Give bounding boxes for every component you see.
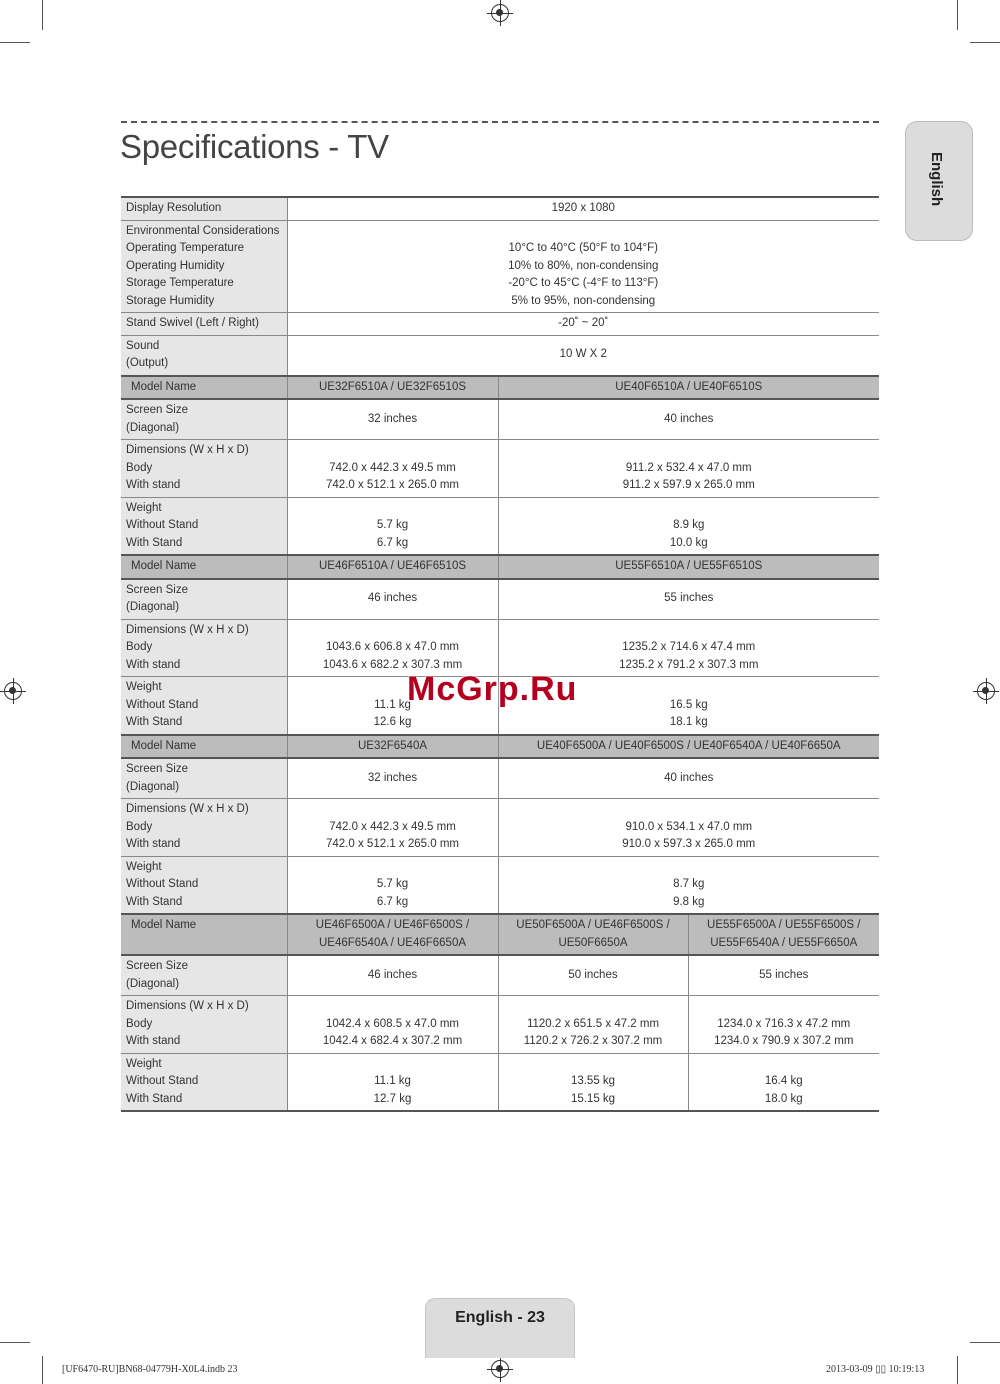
row-value: -20˚ ~ 20˚ bbox=[287, 313, 879, 336]
row-value: 10 W X 2 bbox=[287, 335, 879, 376]
registration-mark-icon bbox=[491, 1360, 509, 1378]
dimensions-value: 1120.2 x 651.5 x 47.2 mm 1120.2 x 726.2 x 307.2 mm bbox=[498, 996, 688, 1054]
model-name-row bbox=[121, 555, 879, 579]
page-number: English - 23 bbox=[455, 1309, 545, 1326]
crop-mark bbox=[957, 1356, 958, 1384]
spec-row-sound bbox=[121, 335, 879, 376]
row-label: Model Name bbox=[121, 376, 287, 400]
row-label: Environmental Considerations Operating Temperature Operating Humidity Storage Temperature Storage Humidity bbox=[121, 220, 287, 313]
row-label: Screen Size (Diagonal) bbox=[121, 579, 287, 620]
screen-size-value: 55 inches bbox=[688, 955, 879, 996]
weight-row bbox=[121, 497, 879, 555]
spec-row-environment bbox=[121, 220, 879, 313]
weight-value: 11.1 kg 12.6 kg bbox=[287, 677, 498, 735]
row-label: Dimensions (W x H x D) Body With stand bbox=[121, 619, 287, 677]
weight-value: 13.55 kg 15.15 kg bbox=[498, 1053, 688, 1111]
crop-mark bbox=[0, 42, 30, 43]
row-label: Dimensions (W x H x D) Body With stand bbox=[121, 799, 287, 857]
screen-size-value: 46 inches bbox=[287, 955, 498, 996]
row-label: Weight Without Stand With Stand bbox=[121, 677, 287, 735]
weight-row bbox=[121, 1053, 879, 1111]
row-label: Dimensions (W x H x D) Body With stand bbox=[121, 996, 287, 1054]
dimensions-value: 742.0 x 442.3 x 49.5 mm 742.0 x 512.1 x 265.0 mm bbox=[287, 799, 498, 857]
row-label: Model Name bbox=[121, 735, 287, 759]
language-side-tab bbox=[905, 121, 973, 241]
crop-mark bbox=[42, 1356, 43, 1384]
dimensions-row bbox=[121, 799, 879, 857]
model-name-row bbox=[121, 914, 879, 955]
dimensions-row bbox=[121, 440, 879, 498]
dimensions-value: 1042.4 x 608.5 x 47.0 mm 1042.4 x 682.4 x 307.2 mm bbox=[287, 996, 498, 1054]
screen-size-row bbox=[121, 955, 879, 996]
language-side-tab-label: English bbox=[928, 152, 945, 207]
screen-size-row bbox=[121, 579, 879, 620]
row-label: Model Name bbox=[121, 914, 287, 955]
spec-row-display-resolution bbox=[121, 197, 879, 220]
model-name: UE46F6510A / UE46F6510S bbox=[287, 555, 498, 579]
screen-size-value: 46 inches bbox=[287, 579, 498, 620]
model-name-row bbox=[121, 376, 879, 400]
row-label: Screen Size (Diagonal) bbox=[121, 758, 287, 799]
screen-size-value: 40 inches bbox=[498, 399, 879, 440]
row-label: Screen Size (Diagonal) bbox=[121, 399, 287, 440]
weight-row bbox=[121, 856, 879, 914]
row-label: Dimensions (W x H x D) Body With stand bbox=[121, 440, 287, 498]
screen-size-row bbox=[121, 758, 879, 799]
dimensions-value: 1234.0 x 716.3 x 47.2 mm 1234.0 x 790.9 x 307.2 mm bbox=[688, 996, 879, 1054]
title-dashed-rule bbox=[121, 121, 879, 123]
registration-mark-icon bbox=[4, 682, 22, 700]
print-slug-date: 2013-03-09 ▯▯ 10:19:13 bbox=[826, 1364, 925, 1375]
screen-size-value: 32 inches bbox=[287, 758, 498, 799]
screen-size-row bbox=[121, 399, 879, 440]
row-label: Sound (Output) bbox=[121, 335, 287, 376]
spec-row-stand-swivel bbox=[121, 313, 879, 336]
weight-value: 5.7 kg 6.7 kg bbox=[287, 497, 498, 555]
crop-mark bbox=[970, 42, 1000, 43]
weight-value: 16.5 kg 18.1 kg bbox=[498, 677, 879, 735]
dimensions-value: 742.0 x 442.3 x 49.5 mm 742.0 x 512.1 x 265.0 mm bbox=[287, 440, 498, 498]
crop-mark bbox=[0, 1342, 30, 1343]
model-name: UE55F6500A / UE55F6500S / UE55F6540A / UE55F6650A bbox=[688, 914, 879, 955]
screen-size-value: 40 inches bbox=[498, 758, 879, 799]
screen-size-value: 55 inches bbox=[498, 579, 879, 620]
row-label: Stand Swivel (Left / Right) bbox=[121, 313, 287, 336]
model-name-row bbox=[121, 735, 879, 759]
dimensions-row bbox=[121, 619, 879, 677]
model-name: UE40F6500A / UE40F6500S / UE40F6540A / UE40F6650A bbox=[498, 735, 879, 759]
row-label: Weight Without Stand With Stand bbox=[121, 497, 287, 555]
row-label: Weight Without Stand With Stand bbox=[121, 1053, 287, 1111]
weight-value: 16.4 kg 18.0 kg bbox=[688, 1053, 879, 1111]
registration-mark-icon bbox=[977, 682, 995, 700]
crop-mark bbox=[42, 0, 43, 30]
dimensions-value: 1235.2 x 714.6 x 47.4 mm 1235.2 x 791.2 x 307.3 mm bbox=[498, 619, 879, 677]
screen-size-value: 32 inches bbox=[287, 399, 498, 440]
weight-value: 8.7 kg 9.8 kg bbox=[498, 856, 879, 914]
page-title: Specifications - TV bbox=[120, 128, 389, 165]
row-value: 10°C to 40°C (50°F to 104°F) 10% to 80%, non-condensing -20°C to 45°C (-4°F to 113°F) 5% to 95%, non-condensing bbox=[287, 220, 879, 313]
dimensions-value: 1043.6 x 606.8 x 47.0 mm 1043.6 x 682.2 x 307.3 mm bbox=[287, 619, 498, 677]
crop-mark bbox=[970, 1342, 1000, 1343]
row-value: 1920 x 1080 bbox=[287, 197, 879, 220]
model-name: UE32F6510A / UE32F6510S bbox=[287, 376, 498, 400]
weight-value: 11.1 kg 12.7 kg bbox=[287, 1053, 498, 1111]
model-name: UE46F6500A / UE46F6500S / UE46F6540A / UE46F6650A bbox=[287, 914, 498, 955]
weight-value: 5.7 kg 6.7 kg bbox=[287, 856, 498, 914]
model-name: UE32F6540A bbox=[287, 735, 498, 759]
watermark-logo: McGrp.Ru bbox=[407, 670, 578, 708]
registration-mark-icon bbox=[491, 4, 509, 22]
crop-mark bbox=[957, 0, 958, 30]
dimensions-value: 911.2 x 532.4 x 47.0 mm 911.2 x 597.9 x 265.0 mm bbox=[498, 440, 879, 498]
row-label: Weight Without Stand With Stand bbox=[121, 856, 287, 914]
page-number-tab bbox=[425, 1298, 575, 1358]
dimensions-row bbox=[121, 996, 879, 1054]
model-name: UE40F6510A / UE40F6510S bbox=[498, 376, 879, 400]
model-name: UE55F6510A / UE55F6510S bbox=[498, 555, 879, 579]
specifications-table bbox=[121, 196, 879, 1112]
row-label: Screen Size (Diagonal) bbox=[121, 955, 287, 996]
model-name: UE50F6500A / UE46F6500S / UE50F6650A bbox=[498, 914, 688, 955]
screen-size-value: 50 inches bbox=[498, 955, 688, 996]
dimensions-value: 910.0 x 534.1 x 47.0 mm 910.0 x 597.3 x 265.0 mm bbox=[498, 799, 879, 857]
weight-value: 8.9 kg 10.0 kg bbox=[498, 497, 879, 555]
row-label: Model Name bbox=[121, 555, 287, 579]
row-label: Display Resolution bbox=[121, 197, 287, 220]
print-slug-file: [UF6470-RU]BN68-04779H-X0L4.indb 23 bbox=[62, 1364, 238, 1375]
